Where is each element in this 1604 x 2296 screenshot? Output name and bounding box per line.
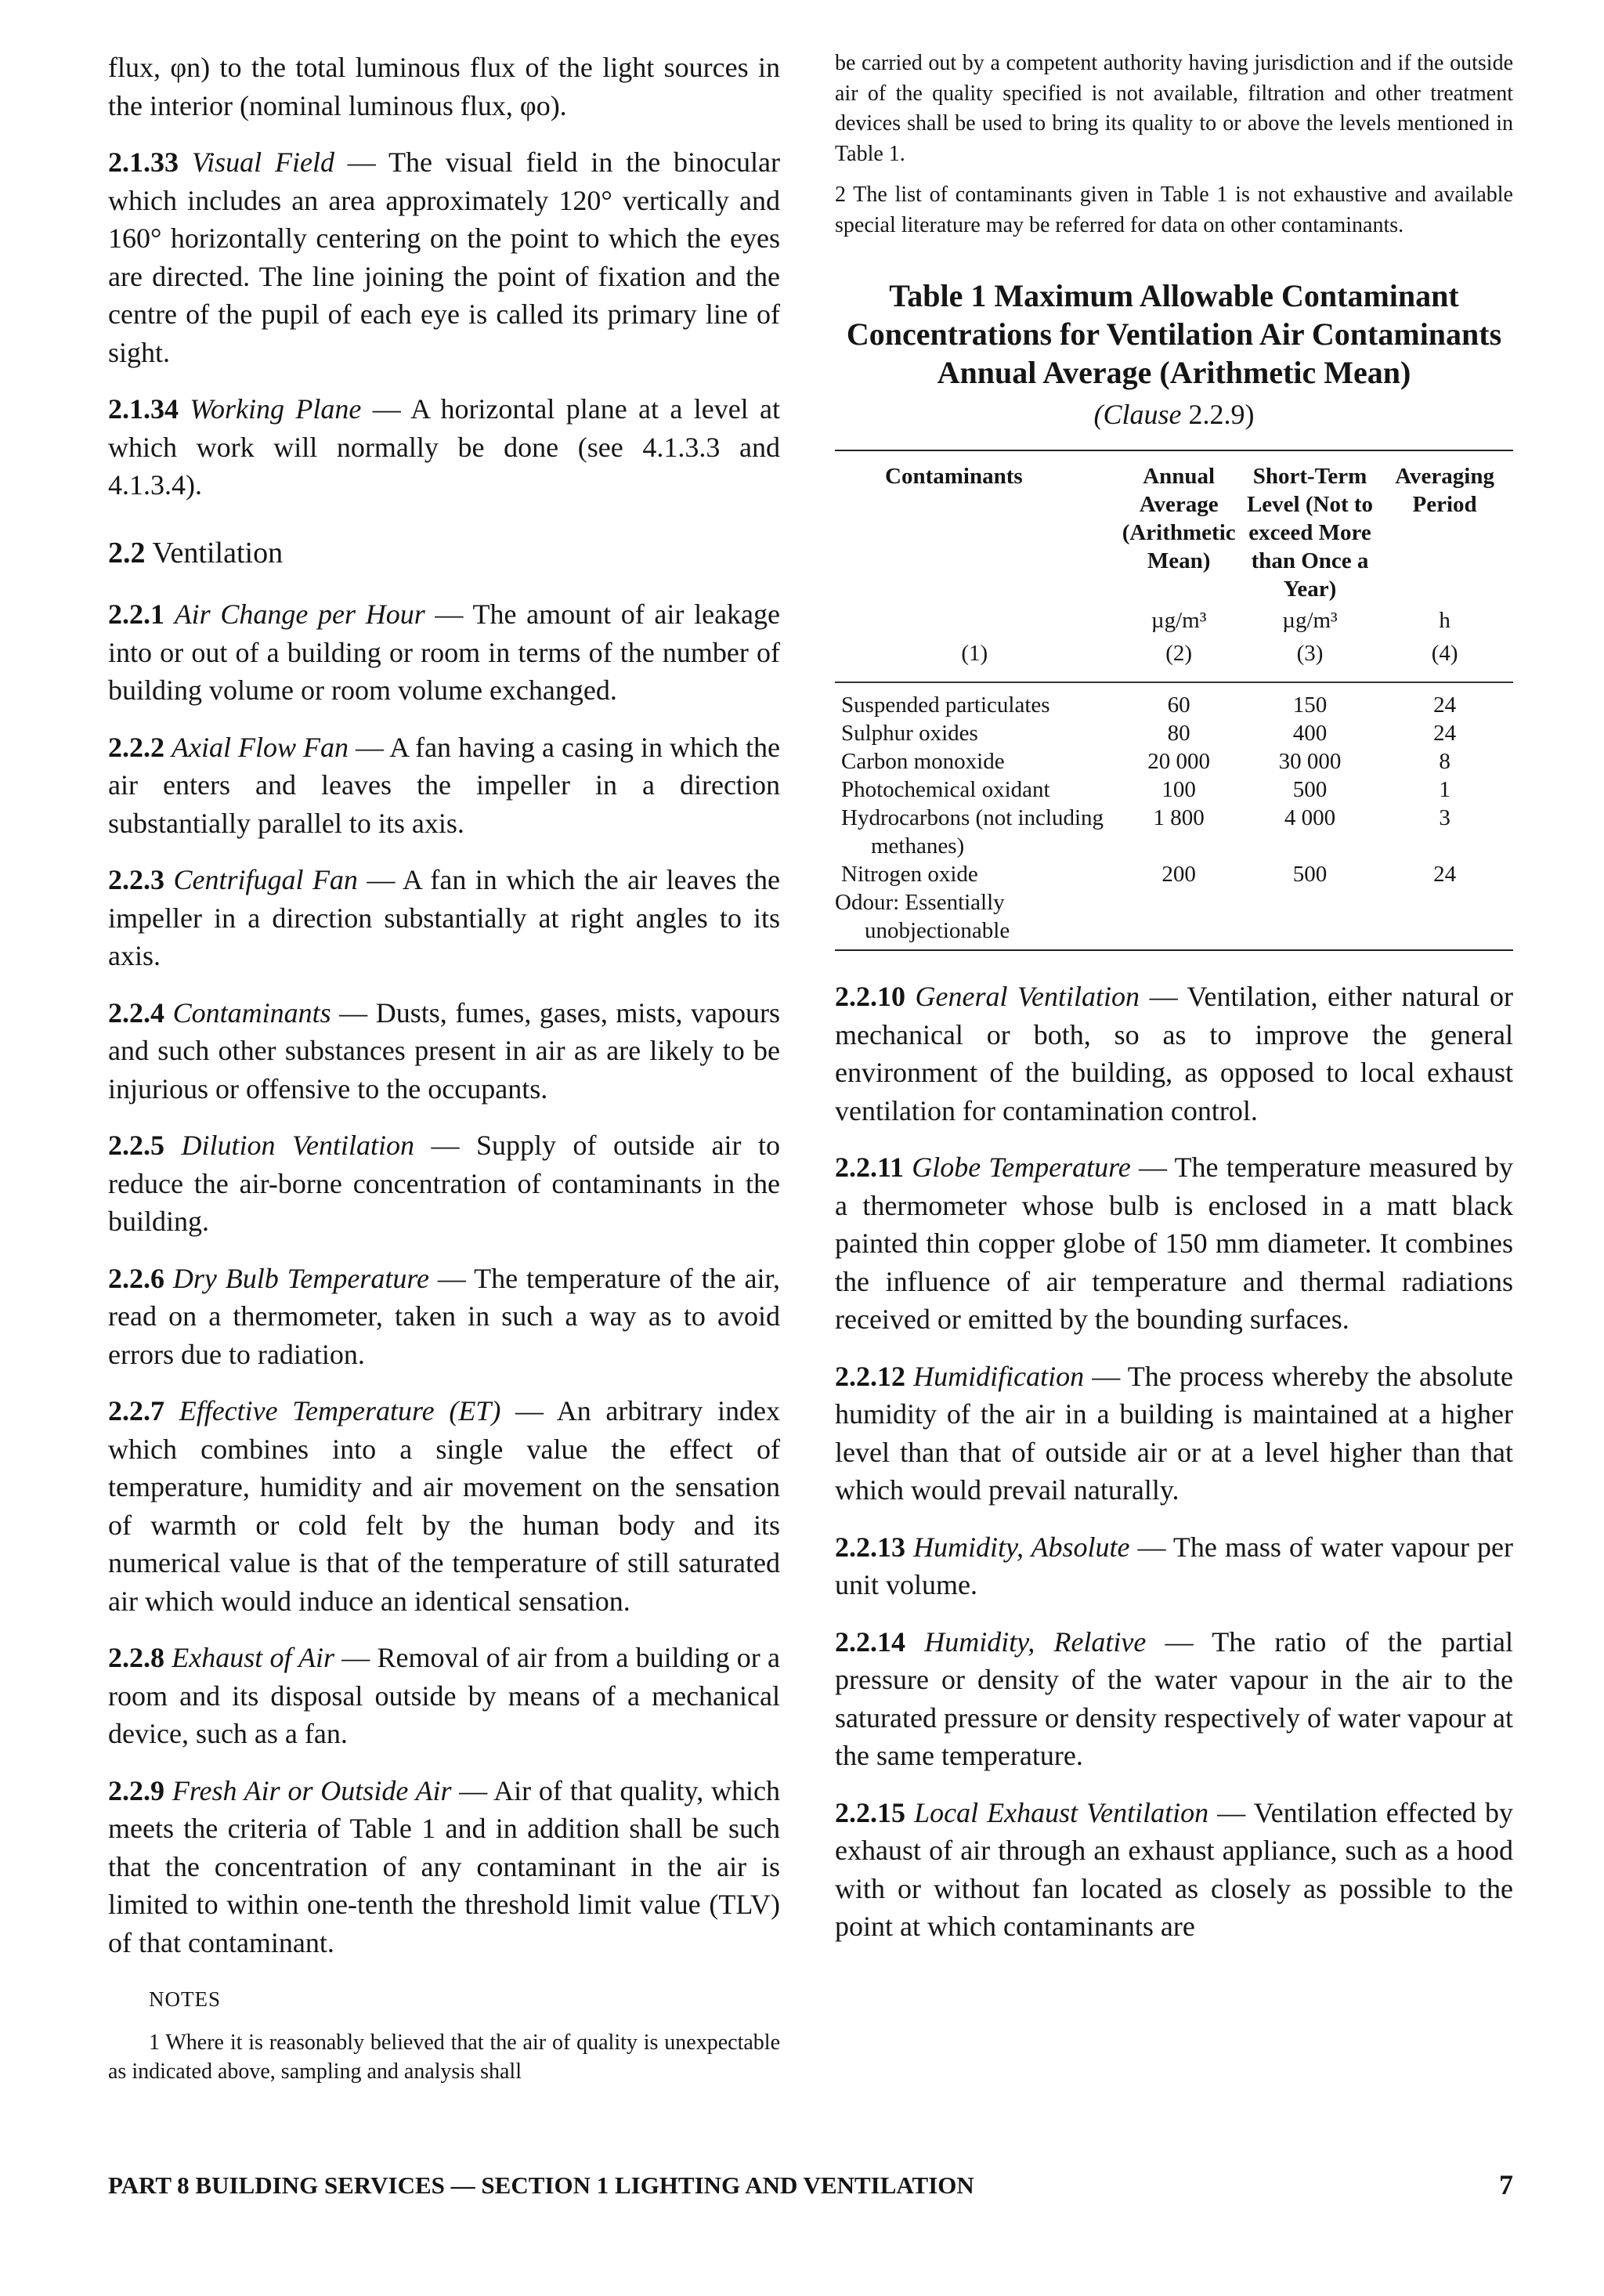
note-1-continued: be carried out by a competent authority having jurisdiction and if the outside air of the quality specified is not available, filtration and other treatment devices shall be used to bring its quality to or above the levels mentioned in Table 1. — [835, 51, 1513, 166]
column-number: (3) — [1296, 641, 1324, 666]
clause-text: The visual field in the binocular which includes an area approximately 120° vertically and 160° horizontally centering on the point to which the eyes are directed. The line joining the point of fixation and the centre of the pupil of each eye is called its primary line of sight. — [108, 146, 780, 368]
table-clause-ref — [835, 398, 1513, 431]
paragraph-list-a — [108, 143, 780, 504]
clause-2-2-10 — [835, 978, 1513, 1130]
table-row — [835, 776, 1513, 804]
clause-text: Air of that quality, which meets the criteria of Table 1 and in addition shall be such that the concentration of any contaminant in the air is limited to within one-tenth the threshold limit value (TLV) of that contaminant. — [108, 1774, 780, 1958]
table-column-number-row — [835, 635, 1513, 682]
clause-number: 2.2.4 — [108, 996, 164, 1029]
clause-term: General Ventilation — [915, 981, 1140, 1012]
column-number: (4) — [1431, 641, 1458, 666]
clause-2-2-5 — [108, 1126, 780, 1241]
clause-separator: — — [361, 393, 411, 425]
clause-text: The mass of water vapour per unit volume. — [835, 1531, 1514, 1600]
clause-term: Humidification — [913, 1360, 1085, 1392]
cell-annual-average: 60 — [1167, 692, 1190, 718]
cell-short-term — [1244, 888, 1376, 950]
paragraph-list-right — [835, 978, 1513, 1946]
unit-cell: µg/m³ — [1282, 608, 1338, 633]
table-row — [835, 804, 1513, 860]
clause-separator: — — [334, 146, 388, 178]
clause-number: 2.2.7 — [108, 1395, 164, 1426]
clause-separator: — — [1084, 1360, 1128, 1392]
clause-separator: — — [424, 598, 473, 630]
cell-period: 24 — [1433, 721, 1457, 746]
cell-period: 8 — [1439, 749, 1450, 774]
clause-number: 2.2.5 — [108, 1130, 164, 1161]
clause-2-2-8 — [108, 1639, 780, 1753]
clause-text: An arbitrary index which combines into a single value the effect of temperature, humidity and air movement on the sensation of warmth or cold felt by the human body and its numerical value is that of the temperature of still saturated air which would induce an identical sensation. — [108, 1395, 781, 1617]
cell-period: 1 — [1439, 777, 1450, 802]
clause-number: 2.2.3 — [108, 864, 164, 895]
header-averaging-period: Averaging Period — [1395, 464, 1494, 517]
cell-period — [1376, 888, 1513, 950]
clause-separator: — — [414, 1130, 477, 1161]
table-row — [835, 888, 1513, 950]
unit-cell — [835, 603, 1114, 635]
cell-annual-average: 20 000 — [1147, 749, 1211, 774]
clause-term: Humidity, Relative — [924, 1625, 1147, 1658]
table-header-row — [835, 451, 1513, 603]
page-footer — [108, 2171, 1513, 2200]
section-heading-ventilation — [108, 534, 780, 573]
notes-heading: NOTES — [149, 1987, 221, 2011]
clause-term: Globe Temperature — [912, 1152, 1131, 1183]
clause-text: The amount of air leakage into or out of a building or room in terms of the number of building volume or room volume exchanged. — [108, 598, 781, 706]
clause-text: The temperature of the air, read on a thermometer, taken in such a way as to avoid errors due to radiation. — [108, 1262, 780, 1370]
column-number: (1) — [961, 641, 988, 666]
clause-separator: — — [1130, 1152, 1175, 1183]
cell-short-term: 150 — [1292, 692, 1328, 718]
clause-text: Supply of outside air to reduce the air-borne concentration of contaminants in the building. — [108, 1130, 781, 1237]
table-row — [835, 860, 1513, 888]
left-column — [108, 49, 780, 2086]
clause-number: 2.2.13 — [835, 1531, 905, 1563]
clause-2-2-12 — [835, 1358, 1513, 1510]
clause-number: 2.2.11 — [835, 1152, 905, 1183]
clause-text: Ventilation, either natural or mechanical or both, so as to improve the general environment of the building, as opposed to local exhaust ventilation for contamination control. — [835, 981, 1513, 1126]
clause-text: Ventilation effected by exhaust of air through an exhaust appliance, such as a hood with or without fan located as closely as possible to the point at which contaminants are — [835, 1796, 1513, 1942]
clause-term: Air Change per Hour — [174, 598, 425, 630]
cell-annual-average: 100 — [1161, 777, 1196, 802]
clause-text: A fan having a casing in which the air enters and leaves the impeller in a direction substantially parallel to its axis. — [108, 731, 781, 839]
clause-2-2-6 — [108, 1260, 780, 1374]
table-row — [835, 747, 1513, 776]
clause-label: (Clause — [1093, 399, 1182, 430]
cell-contaminant: Nitrogen oxide — [841, 862, 978, 887]
cell-short-term: 30 000 — [1278, 749, 1342, 774]
clause-separator: — — [428, 1262, 475, 1294]
clause-separator: — — [349, 731, 390, 763]
cell-contaminant: Photochemical oxidant — [841, 777, 1050, 802]
clause-term: Local Exhaust Ventilation — [914, 1796, 1209, 1828]
clause-separator: — — [451, 1774, 494, 1806]
table-header-rule — [835, 682, 1513, 691]
clause-number: 2.1.33 — [108, 146, 179, 178]
intro-paragraph: flux, φn) to the total luminous flux of the light sources in the interior (nominal luminous flux, φo). — [108, 52, 780, 121]
clause-number: 2.2.6 — [108, 1262, 164, 1294]
note-2: 2 The list of contaminants given in Table 1 is not exhaustive and available special literature may be referred for data on other contaminants. — [835, 183, 1513, 237]
clause-term: Centrifugal Fan — [173, 864, 358, 895]
clause-number: 2.2.10 — [835, 981, 905, 1012]
clause-term: Contaminants — [172, 996, 331, 1029]
clause-term: Humidity, Absolute — [913, 1531, 1130, 1563]
cell-annual-average: 80 — [1167, 721, 1190, 746]
clause-number: 2.2.12 — [835, 1360, 905, 1392]
clause-separator: — — [1140, 981, 1187, 1012]
clause-text: Dusts, fumes, gases, mists, vapours and such other substances present in air as are likely to be injurious or offensive to the occupants. — [108, 996, 781, 1105]
note-1-start: 1 Where it is reasonably believed that the air of quality is unexpectable as indicated above, sampling and analysis shall — [108, 2030, 780, 2084]
cell-contaminant: Odour: Essentially unobjectionable — [835, 890, 1010, 943]
clause-2-2-11 — [835, 1148, 1513, 1339]
clause-2-2-1 — [108, 595, 780, 710]
clause-term: Visual Field — [191, 146, 334, 178]
clause-text: A fan in which the air leaves the impeller in a direction substantially at right angles to its axis. — [108, 864, 780, 971]
clause-separator: — — [334, 1642, 378, 1673]
cell-short-term: 4 000 — [1284, 805, 1336, 830]
clause-term: Axial Flow Fan — [172, 731, 349, 763]
clause-text: A horizontal plane at a level at which work will normally be done (see 4.1.3.3 and 4.1.3.4). — [108, 393, 781, 501]
clause-separator: — — [331, 996, 376, 1029]
table-unit-row — [835, 603, 1513, 635]
clause-separator: — — [1146, 1625, 1212, 1658]
header-short-term-level: Short-Term Level (Not to exceed More than Once a Year) — [1246, 464, 1374, 602]
table-title: Table 1 Maximum Allowable Contaminant Concentrations for Ventilation Air Contaminants Annual Average (Arithmetic Mean) — [846, 278, 1502, 390]
clause-2-1-33 — [108, 143, 780, 371]
cell-short-term: 400 — [1292, 721, 1328, 746]
table-row — [835, 691, 1513, 719]
right-column — [835, 49, 1513, 1965]
header-annual-average: Annual Average (Arithmetic Mean) — [1122, 464, 1236, 573]
clause-text: The temperature measured by a thermometer whose bulb is enclosed in a matt black painted thin copper globe of 150 mm diameter. It combines the influence of air temperature and thermal radiations received or emitted by the bounding surfaces. — [835, 1152, 1513, 1335]
section-title: Ventilation — [152, 536, 284, 569]
clause-2-2-14 — [835, 1623, 1513, 1775]
clause-term: Effective Temperature (ET) — [179, 1395, 501, 1426]
clause-2-2-2 — [108, 729, 780, 843]
paragraph-list-b — [108, 595, 780, 1962]
clause-2-2-4 — [108, 994, 780, 1108]
clause-text: The process whereby the absolute humidity of the air in a building is maintained at a higher level than that of outside air or at a level higher than that which would prevail naturally. — [835, 1360, 1514, 1506]
header-contaminants: Contaminants — [885, 464, 1023, 489]
footer-title: PART 8 BUILDING SERVICES — SECTION 1 LIGHTING AND VENTILATION — [108, 2171, 974, 2199]
clause-text: Removal of air from a building or a room and its disposal outside by means of a mechanical device, such as a fan. — [108, 1642, 781, 1749]
clause-term: Dry Bulb Temperature — [172, 1262, 429, 1294]
clause-2-2-7 — [108, 1392, 780, 1620]
unit-cell: µg/m³ — [1151, 608, 1207, 633]
page-number: 7 — [1499, 2169, 1513, 2200]
clause-number: 2.1.34 — [108, 393, 179, 425]
clause-separator: — — [1129, 1531, 1173, 1563]
clause-number: 2.2.1 — [108, 598, 164, 630]
contaminant-table — [835, 451, 1513, 951]
cell-period: 24 — [1433, 862, 1457, 887]
clause-term: Exhaust of Air — [172, 1642, 335, 1673]
cell-contaminant: Sulphur oxides — [841, 721, 978, 746]
clause-separator: — — [1208, 1796, 1254, 1828]
clause-term: Working Plane — [190, 393, 362, 425]
clause-2-2-13 — [835, 1528, 1513, 1604]
cell-short-term: 500 — [1292, 777, 1328, 802]
cell-period: 24 — [1433, 692, 1457, 718]
clause-number: 2.2.14 — [835, 1625, 905, 1658]
clause-number: 2.2.2 — [108, 731, 164, 763]
clause-2-2-9 — [108, 1772, 780, 1962]
unit-cell: h — [1439, 608, 1450, 633]
cell-period: 3 — [1439, 805, 1450, 830]
cell-annual-average: 200 — [1161, 862, 1196, 887]
clause-number: 2.2.15 — [835, 1796, 905, 1828]
clause-2-1-34 — [108, 390, 780, 504]
clause-number: 2.2.9) — [1188, 399, 1255, 430]
clause-term: Fresh Air or Outside Air — [172, 1774, 452, 1806]
clause-separator: — — [500, 1395, 557, 1426]
cell-contaminant: Carbon monoxide — [841, 749, 1005, 774]
cell-annual-average — [1114, 888, 1244, 950]
clause-text: The ratio of the partial pressure or density of the water vapour in the air to the saturated pressure or density respectively of water vapour at the same temperature. — [835, 1625, 1513, 1771]
clause-2-2-15 — [835, 1794, 1513, 1946]
clause-separator: — — [357, 864, 403, 895]
cell-contaminant: Hydrocarbons (not including methanes) — [841, 805, 1104, 859]
cell-contaminant: Suspended particulates — [841, 692, 1050, 718]
clause-number: 2.2.8 — [108, 1642, 164, 1673]
column-number: (2) — [1165, 641, 1193, 666]
section-number: 2.2 — [108, 536, 146, 569]
clause-term: Dilution Ventilation — [181, 1130, 415, 1161]
table-row — [835, 719, 1513, 747]
cell-short-term: 500 — [1292, 862, 1328, 887]
clause-2-2-3 — [108, 861, 780, 975]
cell-annual-average: 1 800 — [1153, 805, 1205, 830]
clause-number: 2.2.9 — [108, 1774, 164, 1806]
